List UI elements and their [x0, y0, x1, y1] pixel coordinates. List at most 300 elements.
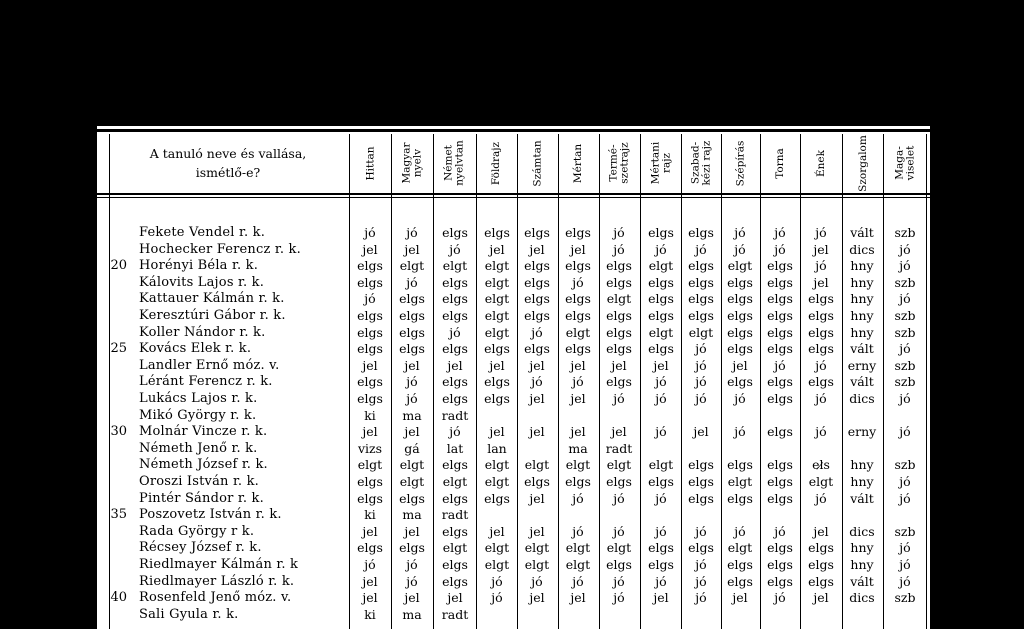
grade-cell: elgs [767, 341, 793, 356]
table-row [97, 491, 930, 507]
grade-cell: elgs [808, 308, 834, 323]
grade-cell: jó [655, 524, 667, 539]
grade-cell: elgs [767, 291, 793, 306]
subject-header-label: Szépírás [734, 140, 747, 186]
table-row [97, 341, 930, 357]
grade-cell: elgs [727, 374, 753, 389]
subject-header-label: Mértan [572, 143, 585, 183]
student-name: Koller Nándor r. k. [139, 325, 266, 340]
grade-cell: elgt [565, 540, 591, 555]
subject-header-12 [801, 134, 842, 192]
grade-cell: elgs [484, 391, 510, 406]
grade-cell: elgt [688, 325, 714, 340]
subject-header-6 [559, 134, 599, 192]
grade-cell: jel [570, 590, 586, 605]
grade-cell: jó [406, 374, 418, 389]
grade-cell: jó [815, 258, 827, 273]
subject-header-label: Torna [774, 147, 786, 179]
grade-cell: jó [899, 574, 911, 589]
grade-cell: elgs [727, 557, 753, 572]
header-rule [97, 193, 930, 195]
student-name: Kattauer Kálmán r. k. [139, 291, 285, 306]
grade-cell: jó [695, 557, 707, 572]
grade-cell: elgs [357, 540, 383, 555]
grade-cell: jó [899, 491, 911, 506]
grade-cell: jó [734, 424, 746, 439]
grade-cell: jó [613, 590, 625, 605]
grade-cell: elgs [808, 374, 834, 389]
grade-cell: elgs [442, 524, 468, 539]
grade-cell: elgs [727, 457, 753, 472]
grade-cell: jó [613, 242, 625, 257]
grade-cell: elgs [442, 557, 468, 572]
grade-cell: szb [894, 225, 916, 240]
student-name: Pintér Sándor r. k. [139, 491, 264, 506]
grade-cell: jel [362, 358, 378, 373]
student-name: Horényi Béla r. k. [139, 258, 259, 273]
grade-cell: elgs [688, 275, 714, 290]
grade-cell: elgs [648, 291, 674, 306]
student-name: Récsey József r. k. [139, 540, 262, 555]
student-name: Rosenfeld Jenő móz. v. [139, 590, 292, 605]
grade-cell: elgt [565, 457, 591, 472]
table-row [97, 574, 930, 590]
grade-cell: szb [894, 275, 916, 290]
grade-cell: jel [653, 358, 669, 373]
grade-cell: jó [695, 242, 707, 257]
grade-cell: elgs [648, 557, 674, 572]
grade-cell: elgt [606, 540, 632, 555]
grade-cell: elgt [442, 258, 468, 273]
grade-cell: jó [734, 242, 746, 257]
grade-cell: jó [406, 574, 418, 589]
student-name: Riedlmayer Kálmán r. k [139, 557, 299, 572]
grade-cell: vált [850, 574, 874, 589]
grade-cell: elgs [484, 341, 510, 356]
subject-header-3 [434, 134, 476, 192]
subject-header-label: Hittan [363, 146, 376, 180]
grade-cell: elgs [727, 291, 753, 306]
grade-cell: vált [850, 374, 874, 389]
grade-cell: elgs [767, 374, 793, 389]
grade-cell: jel [813, 524, 829, 539]
grade-cell: elgs [648, 225, 674, 240]
table-row [97, 258, 930, 274]
student-name: Molnár Vincze r. k. [139, 424, 268, 439]
grade-cell: hny [850, 457, 874, 472]
grade-cell: elgs [484, 374, 510, 389]
grade-cell: elgt [484, 540, 510, 555]
grade-cell: elgs [606, 557, 632, 572]
grade-cell: elgt [648, 258, 674, 273]
grade-cell: elgs [688, 457, 714, 472]
table-row [97, 474, 930, 490]
grade-cell: elgs [808, 540, 834, 555]
grade-cell: elgs [357, 491, 383, 506]
grade-cell: elgs [606, 325, 632, 340]
student-name: Riedlmayer László r. k. [139, 574, 295, 589]
grade-cell: jó [734, 391, 746, 406]
grade-cell: hny [850, 308, 874, 323]
grade-cell: elgs [606, 308, 632, 323]
subject-header-14 [884, 134, 926, 192]
student-name: Fekete Vendel r. k. [139, 225, 266, 240]
grade-cell: elgs [524, 258, 550, 273]
grade-cell: lat [446, 441, 464, 456]
grade-cell: jel [570, 242, 586, 257]
grade-cell: elgs [357, 374, 383, 389]
student-name: Poszovetz István r. k. [139, 507, 282, 522]
grade-cell: jó [655, 424, 667, 439]
grade-cell: elgs [767, 325, 793, 340]
grade-cell: jel [362, 424, 378, 439]
grade-cell: hny [850, 291, 874, 306]
grade-cell: elgs [442, 275, 468, 290]
grade-cell: elgs [565, 341, 591, 356]
grade-cell: jó [491, 590, 503, 605]
grade-cell: elgs [442, 341, 468, 356]
table-row [97, 358, 930, 374]
grade-cell: jó [655, 374, 667, 389]
table-row [97, 374, 930, 390]
grade-cell: elgs [357, 341, 383, 356]
grade-cell: dics [849, 524, 875, 539]
grade-cell: jel [362, 524, 378, 539]
grade-cell: dics [849, 590, 875, 605]
grade-cell: jó [613, 225, 625, 240]
student-name: Kovács Elek r. k. [139, 341, 252, 356]
grade-cell: jel [529, 358, 545, 373]
grade-cell: jó [572, 275, 584, 290]
grade-cell: elgs [767, 491, 793, 506]
grade-cell: jó [613, 491, 625, 506]
grade-cell: elgs [357, 474, 383, 489]
grade-cell: elgs [524, 291, 550, 306]
grade-cell: jó [899, 258, 911, 273]
grade-cell: elgs [808, 557, 834, 572]
grade-cell: elgt [442, 540, 468, 555]
grade-cell: jel [732, 590, 748, 605]
grade-cell: jó [406, 225, 418, 240]
grade-cell: jó [815, 358, 827, 373]
grade-cell: elgs [767, 424, 793, 439]
grade-cell: ma [402, 408, 422, 423]
grade-cell: jel [570, 391, 586, 406]
grade-cell: elgs [808, 341, 834, 356]
grade-cell: jó [899, 341, 911, 356]
grade-cell: elgt [565, 325, 591, 340]
row-number: 35 [110, 507, 127, 522]
grade-cell: elgs [727, 341, 753, 356]
grade-cell: jó [899, 540, 911, 555]
table-row [97, 457, 930, 473]
grade-cell: elgt [484, 474, 510, 489]
grade-cell: radt [441, 507, 469, 522]
grade-cell: jel [404, 242, 420, 257]
grade-cell: jel [362, 590, 378, 605]
grade-cell: elgt [442, 474, 468, 489]
table-row [97, 308, 930, 324]
subject-header-label: Német nyelvtan [443, 140, 467, 186]
grade-cell: szb [894, 524, 916, 539]
subject-header-5 [518, 134, 558, 192]
grade-cell: jó [899, 391, 911, 406]
grade-cell: jó [815, 225, 827, 240]
grade-cell: elgs [442, 491, 468, 506]
student-name: Rada György r k. [139, 524, 255, 539]
grade-cell: elgs [357, 258, 383, 273]
subject-header-2 [392, 134, 433, 192]
grade-cell: elgs [442, 457, 468, 472]
grade-cell: elgt [484, 457, 510, 472]
grade-cell: elgt [606, 291, 632, 306]
subject-header-label: Földrajz [490, 141, 503, 185]
grade-cell: elgs [524, 341, 550, 356]
grade-cell: elgs [648, 474, 674, 489]
grade-cell: szb [894, 308, 916, 323]
grade-cell: jel [362, 574, 378, 589]
grade-cell: elgs [727, 308, 753, 323]
grade-cell: jó [531, 574, 543, 589]
grade-cell: elgs [767, 540, 793, 555]
grade-cell: elgs [484, 491, 510, 506]
grade-cell: jel [489, 524, 505, 539]
grade-cell: jel [529, 590, 545, 605]
grade-cell: elgs [688, 491, 714, 506]
grade-cell: jel [570, 358, 586, 373]
table-row [97, 540, 930, 556]
grade-cell: elgs [442, 291, 468, 306]
grade-cell: elgs [727, 325, 753, 340]
grade-cell: elgs [648, 308, 674, 323]
grade-cell: hny [850, 275, 874, 290]
student-name: Keresztúri Gábor r. k. [139, 308, 286, 323]
grade-cell: vált [850, 491, 874, 506]
subject-header-8 [641, 134, 681, 192]
grade-cell: jó [531, 374, 543, 389]
grade-cell: elgt [484, 557, 510, 572]
grade-cell: elgt [808, 474, 834, 489]
grade-cell: jó [774, 225, 786, 240]
grade-cell: jó [899, 557, 911, 572]
grade-cell: dics [849, 391, 875, 406]
grade-cell: elgt [484, 291, 510, 306]
grade-cell: jel [489, 242, 505, 257]
grade-cell: elgt [524, 557, 550, 572]
row-number: 20 [110, 258, 127, 273]
table-row [97, 291, 930, 307]
grade-cell: elgs [767, 258, 793, 273]
grade-cell: jel [570, 424, 586, 439]
name-column-header-line2: ismétlő-e? [195, 165, 261, 180]
grade-cell: elgs [808, 291, 834, 306]
grade-cell: elgs [606, 374, 632, 389]
grade-cell: lan [487, 441, 507, 456]
grade-cell: elgt [648, 325, 674, 340]
grade-cell: jó [572, 574, 584, 589]
grade-cell: elgt [357, 457, 383, 472]
grade-cell: jó [695, 358, 707, 373]
grade-cell: jó [695, 524, 707, 539]
grade-cell: elgs [565, 474, 591, 489]
grade-cell: elgt [648, 457, 674, 472]
grade-cell: jó [572, 491, 584, 506]
grade-cell: elgs [565, 225, 591, 240]
grade-cell: elgs [442, 574, 468, 589]
grade-cell: elgs [357, 391, 383, 406]
grade-cell: jó [406, 557, 418, 572]
grade-cell: elgs [399, 325, 425, 340]
grade-cell: elgs [357, 325, 383, 340]
grade-cell: jó [572, 374, 584, 389]
table-row [97, 391, 930, 407]
table-row [97, 275, 930, 291]
grade-cell: ma [568, 441, 588, 456]
grade-cell: jel [611, 358, 627, 373]
grade-cell: jó [899, 291, 911, 306]
grade-cell: jó [449, 424, 461, 439]
grade-cell: szb [894, 590, 916, 605]
student-name: Mikó György r. k. [139, 408, 257, 423]
grade-cell: jó [406, 275, 418, 290]
grade-cell: jó [695, 374, 707, 389]
grade-cell: radt [441, 607, 469, 622]
student-name: Léránt Ferencz r. k. [139, 374, 273, 389]
grade-cell: jó [899, 242, 911, 257]
grade-cell: elgs [565, 308, 591, 323]
grade-cell: elgs [357, 275, 383, 290]
grade-cell: jó [364, 225, 376, 240]
grade-cell: vált [850, 341, 874, 356]
grade-cell: hny [850, 557, 874, 572]
grade-cell: jó [734, 524, 746, 539]
grade-cell: ki [364, 607, 376, 622]
grade-cell: elgs [767, 574, 793, 589]
grade-cell: elgt [399, 457, 425, 472]
grade-cell: jel [732, 358, 748, 373]
grade-cell: jel [404, 424, 420, 439]
grade-cell: elgs [606, 341, 632, 356]
grade-cell: elgs [442, 391, 468, 406]
grade-cell: jel [489, 424, 505, 439]
grade-cell: radt [441, 408, 469, 423]
grade-cell: elgt [727, 540, 753, 555]
grade-cell: jó [655, 491, 667, 506]
grade-cell: jó [449, 325, 461, 340]
grade-cell: elgs [399, 491, 425, 506]
grade-cell: jel [529, 424, 545, 439]
grade-cell: elgs [524, 474, 550, 489]
grade-cell: vizs [357, 441, 383, 456]
grade-cell: jó [531, 325, 543, 340]
grade-cell: jó [613, 524, 625, 539]
grade-cell: jó [695, 391, 707, 406]
grade-cell: jel [529, 391, 545, 406]
student-name: Lukács Lajos r. k. [139, 391, 258, 406]
grade-cell: elgt [524, 457, 550, 472]
grade-cell: jó [572, 524, 584, 539]
grade-cell: jel [447, 590, 463, 605]
grade-cell: elgs [357, 308, 383, 323]
table-row [97, 524, 930, 540]
grade-cell: elgs [399, 308, 425, 323]
top-rule [97, 129, 930, 132]
grade-cell: elgt [606, 457, 632, 472]
grade-cell: elgt [524, 540, 550, 555]
table-row [97, 441, 930, 457]
grade-cell: elgs [648, 341, 674, 356]
grade-table [97, 126, 930, 629]
grade-cell: elgs [727, 491, 753, 506]
grade-cell: elgt [399, 258, 425, 273]
grade-cell: jó [655, 242, 667, 257]
grade-cell: elgs [524, 225, 550, 240]
grade-cell: elgs [399, 291, 425, 306]
grade-cell: ki [364, 408, 376, 423]
grade-cell: jó [364, 291, 376, 306]
subject-header-label: Mértani rajz [649, 141, 672, 185]
grade-cell: jel [611, 424, 627, 439]
grade-cell: elgs [727, 574, 753, 589]
grade-cell: elgt [484, 258, 510, 273]
grade-cell: jó [815, 391, 827, 406]
header-rule-thin [97, 197, 930, 198]
grade-cell: hny [850, 540, 874, 555]
table-row [97, 225, 930, 241]
grade-cell: elgs [565, 258, 591, 273]
grade-cell: elgs [565, 291, 591, 306]
grade-cell: jó [815, 424, 827, 439]
grade-cell: elgs [808, 574, 834, 589]
grade-cell: jó [695, 341, 707, 356]
grade-cell: jel [813, 590, 829, 605]
grade-cell: jó [774, 358, 786, 373]
grade-cell: jó [695, 590, 707, 605]
table-row [97, 507, 930, 523]
grade-cell: elgs [442, 374, 468, 389]
student-name: Németh József r. k. [139, 457, 268, 472]
grade-cell: gá [404, 441, 420, 456]
grade-cell: jel [653, 590, 669, 605]
grade-cell: elgs [399, 341, 425, 356]
table-row [97, 607, 930, 623]
grade-cell: hny [850, 325, 874, 340]
grade-cell: jó [364, 557, 376, 572]
student-name: Kálovits Lajos r. k. [139, 275, 265, 290]
grade-cell: elgs [767, 457, 793, 472]
student-name: Hochecker Ferencz r. k. [139, 242, 301, 257]
grade-cell: jel [489, 358, 505, 373]
subject-header-label: Számtan [531, 139, 544, 187]
grade-cell: jel [529, 491, 545, 506]
grade-cell: dics [849, 242, 875, 257]
grade-cell: jó [491, 574, 503, 589]
grade-cell: elgs [688, 540, 714, 555]
grade-cell: elgs [688, 291, 714, 306]
grade-cell: jó [899, 474, 911, 489]
grade-cell: jel [693, 424, 709, 439]
student-name: Oroszi István r. k. [139, 474, 260, 489]
grade-cell: elgs [767, 391, 793, 406]
grade-cell: jel [447, 358, 463, 373]
grade-cell: jó [695, 574, 707, 589]
grade-cell: szb [894, 457, 916, 472]
grade-cell: elgs [688, 258, 714, 273]
grade-cell: elgt [727, 258, 753, 273]
row-number: 40 [110, 590, 127, 605]
table-row [97, 557, 930, 573]
grade-cell: elgt [484, 275, 510, 290]
